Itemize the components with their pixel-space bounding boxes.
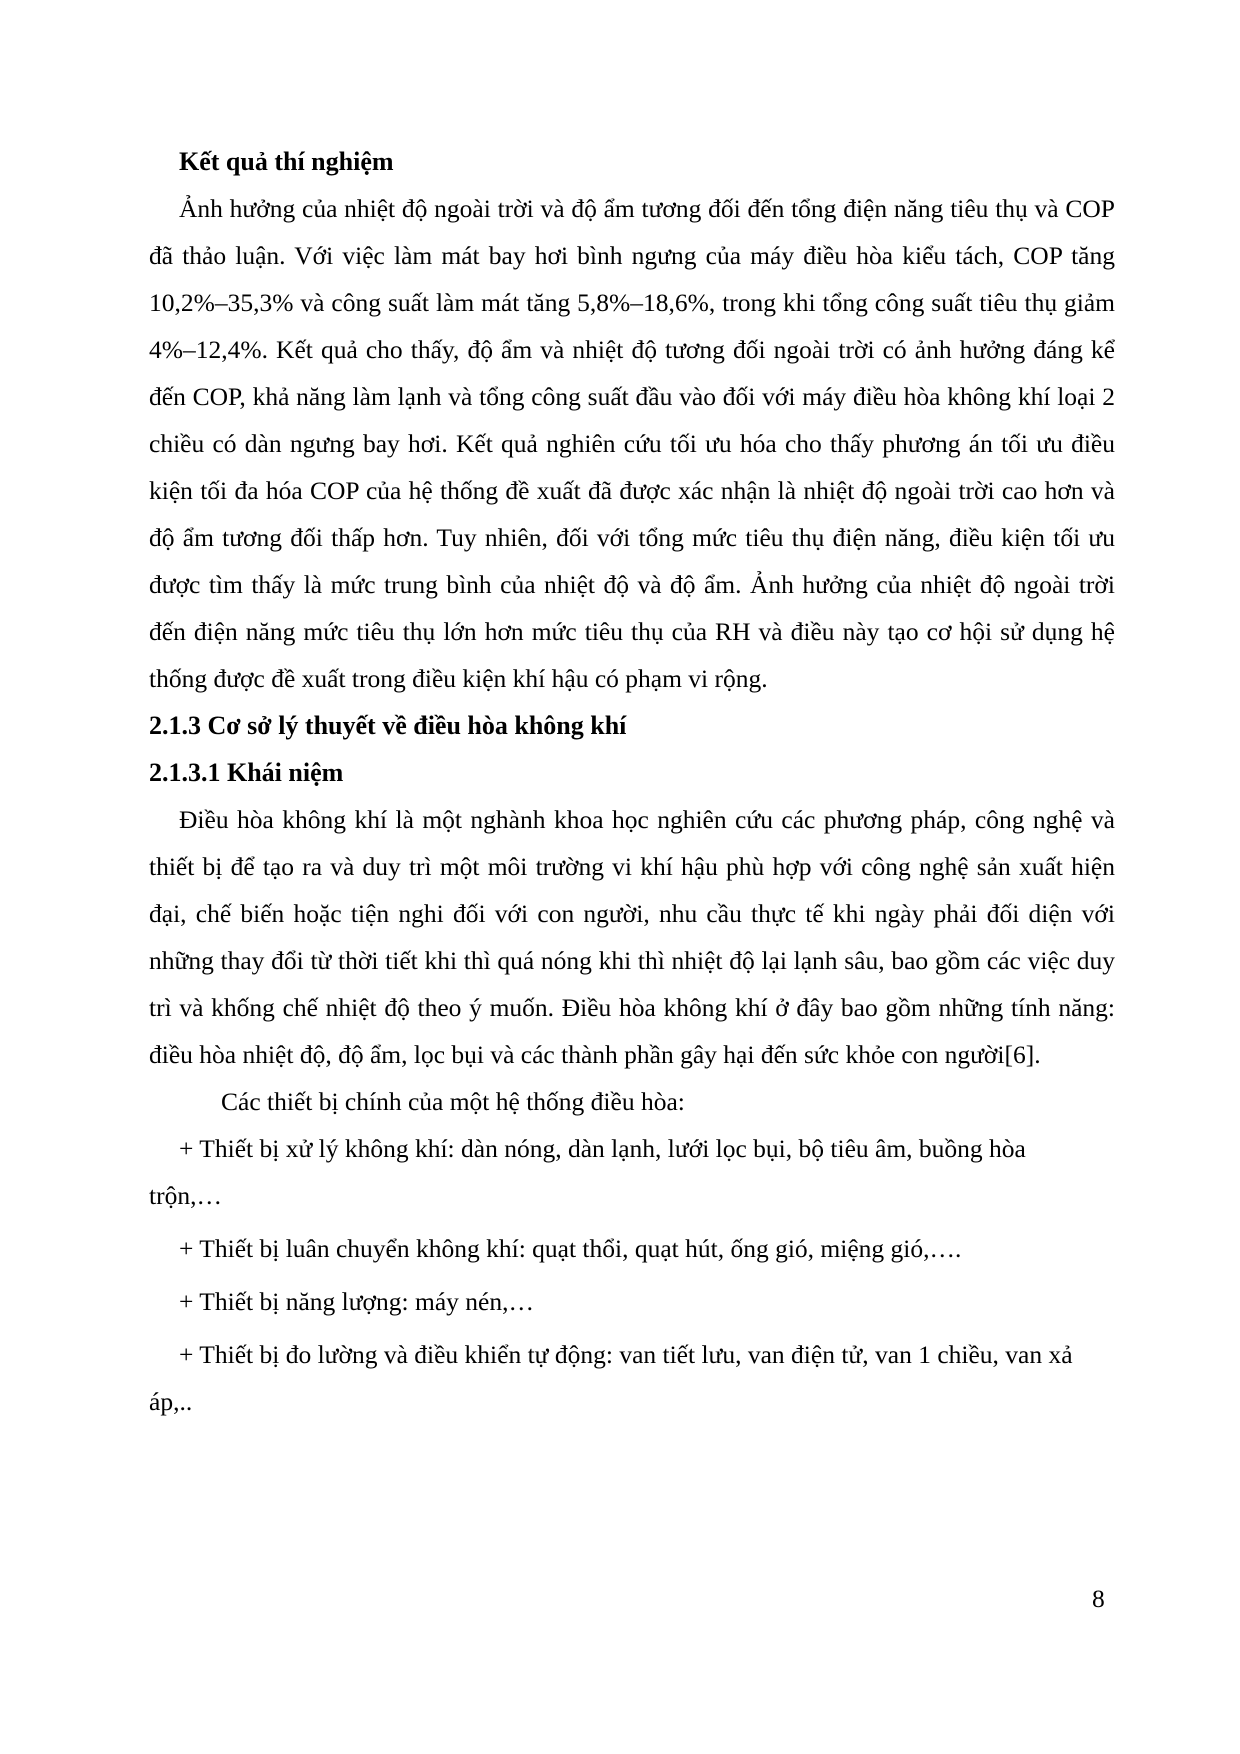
section-heading-2-1-3-1: 2.1.3.1 Khái niệm: [149, 758, 344, 787]
list-item-air-circulation: + Thiết bị luân chuyển không khí: quạt thổi, quạt hút, ống gió, miệng gió,….: [179, 1234, 962, 1263]
list-item-air-processing: [149, 1125, 1115, 1172]
list-item-text: + Thiết bị xử lý không khí: dàn nóng, dàn lạnh, lưới lọc bụi, bộ tiêu âm, buồng hòa: [179, 1134, 1026, 1163]
page-number: 8: [1092, 1584, 1105, 1613]
results-paragraph: Ảnh hưởng của nhiệt độ ngoài trời và độ ẩm tương đối đến tổng điện năng tiêu thụ và COP đã thảo luận. Với việc làm mát bay hơi bình ngưng của máy điều hòa kiểu tách, COP tăng 10,2%–35,3% và công suất làm mát tăng 5,8%–18,6%, trong khi tổng công suất tiêu thụ giảm 4%–12,4%. Kết quả cho thấy, độ ẩm và nhiệt độ tương đối ngoài trời có ảnh hưởng đáng kể đến COP, khả năng làm lạnh và tổng công suất đầu vào đối với máy điều hòa không khí loại 2 chiều có dàn ngưng bay hơi. Kết quả nghiên cứu tối ưu hóa cho thấy phương án tối ưu điều kiện tối đa hóa COP của hệ thống đề xuất đã được xác nhận là nhiệt độ ngoài trời cao hơn và độ ẩm tương đối thấp hơn. Tuy nhiên, đối với tổng mức tiêu thụ điện năng, điều kiện tối ưu được tìm thấy là mức trung bình của nhiệt độ và độ ẩm. Ảnh hưởng của nhiệt độ ngoài trời đến điện năng mức tiêu thụ lớn hơn mức tiêu thụ của RH và điều này tạo cơ hội sử dụng hệ thống được đề xuất trong điều kiện khí hậu có phạm vi rộng.: [149, 194, 1115, 693]
section-heading-results: Kết quả thí nghiệm: [179, 147, 394, 176]
section-heading-2-1-3: 2.1.3 Cơ sở lý thuyết về điều hòa không khí: [149, 711, 627, 740]
list-item-measurement-control: + Thiết bị đo lường và điều khiển tự động: van tiết lưu, van điện tử, van 1 chiều, van xả: [179, 1340, 1073, 1369]
page-content: [149, 138, 1115, 1425]
list-item-continuation: trộn,…: [149, 1181, 222, 1210]
equipment-list-intro: Các thiết bị chính của một hệ thống điều hòa:: [221, 1087, 685, 1116]
list-item-continuation: áp,..: [149, 1387, 193, 1416]
concept-paragraph: Điều hòa không khí là một nghành khoa học nghiên cứu các phương pháp, công nghệ và thiết bị để tạo ra và duy trì một môi trường vi khí hậu phù hợp với công nghệ sản xuất hiện đại, chế biến hoặc tiện nghi đối với con người, nhu cầu thực tế khi ngày phải đối diện với những thay đổi từ thời tiết khi thì quá nóng khi thì nhiệt độ lại lạnh sâu, bao gồm các việc duy trì và khống chế nhiệt độ theo ý muốn. Điều hòa không khí ở đây bao gồm những tính năng: điều hòa nhiệt độ, độ ẩm, lọc bụi và các thành phần gây hại đến sức khỏe con người[6].: [149, 805, 1115, 1069]
list-item-energy: + Thiết bị năng lượng: máy nén,…: [179, 1287, 534, 1316]
